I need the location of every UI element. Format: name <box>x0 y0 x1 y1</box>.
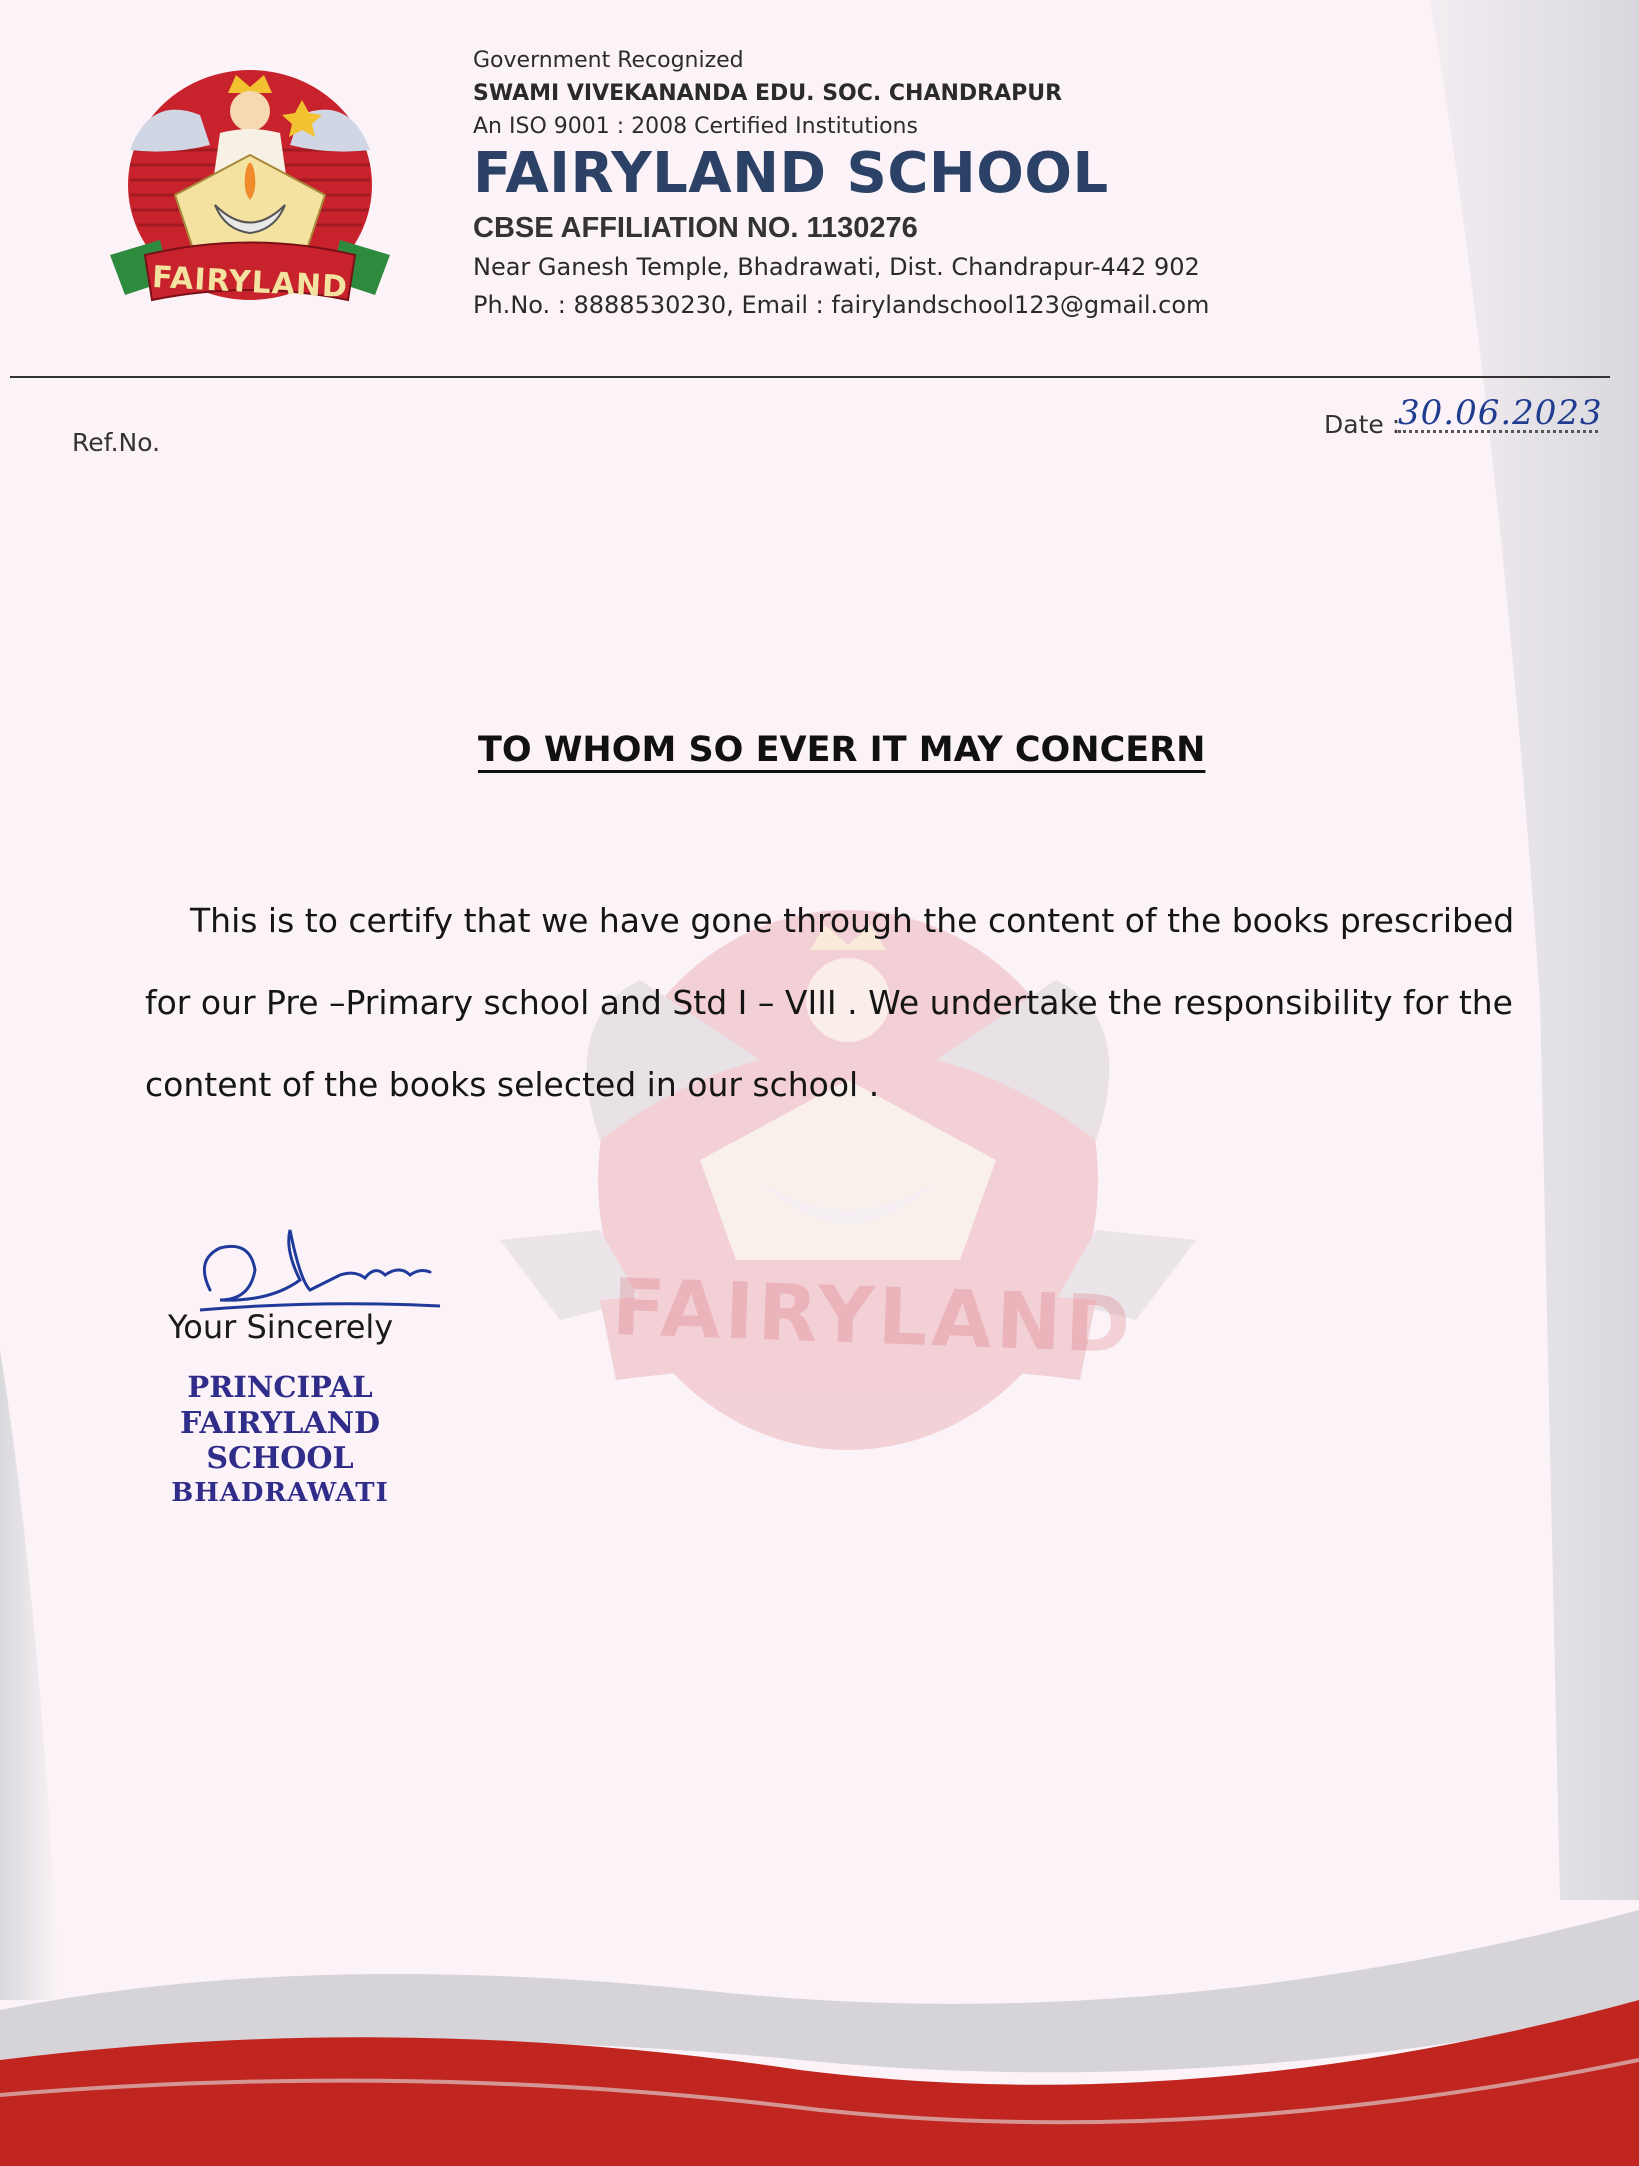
date-value: 30.06.2023 <box>1398 393 1603 433</box>
school-address: Near Ganesh Temple, Bhadrawati, Dist. Chandrapur-442 902 <box>473 253 1200 281</box>
school-contact: Ph.No. : 8888530230, Email : fairylandschool123@gmail.com <box>473 291 1210 319</box>
stamp-title: PRINCIPAL <box>187 1370 373 1404</box>
iso-line: An ISO 9001 : 2008 Certified Institutions <box>473 114 918 139</box>
stamp-school: FAIRYLAND SCHOOL <box>179 1406 381 1476</box>
letter-body <box>145 880 1525 1126</box>
date-dotted-line <box>1398 430 1598 433</box>
stamp-place: BHADRAWATI <box>171 1478 389 1508</box>
recognition-line: Government Recognized <box>473 48 744 73</box>
school-name: FAIRYLAND SCHOOL <box>473 141 1109 206</box>
body-line: for our Pre –Primary school and Std I – VIII . We undertake the responsibility for the <box>145 983 1513 1022</box>
principal-stamp <box>130 1370 430 1508</box>
ref-number-label: Ref.No. <box>72 428 161 457</box>
body-line: content of the books selected in our school . <box>145 1065 880 1104</box>
watermark-text: FAIRYLAND <box>610 1262 1136 1372</box>
society-name: SWAMI VIVEKANANDA EDU. SOC. CHANDRAPUR <box>473 81 1063 106</box>
header-divider <box>10 376 1610 378</box>
affiliation-number: CBSE AFFILIATION NO. 1130276 <box>473 212 918 244</box>
logo-banner-text: FAIRYLAND <box>151 259 349 306</box>
date-label: Date : <box>1324 410 1401 439</box>
letter-title: TO WHOM SO EVER IT MAY CONCERN <box>478 730 1206 770</box>
closing-line: Your Sincerely <box>168 1308 394 1346</box>
letterhead <box>473 48 1373 319</box>
body-line: This is to certify that we have gone through the content of the books prescribed <box>190 901 1515 940</box>
